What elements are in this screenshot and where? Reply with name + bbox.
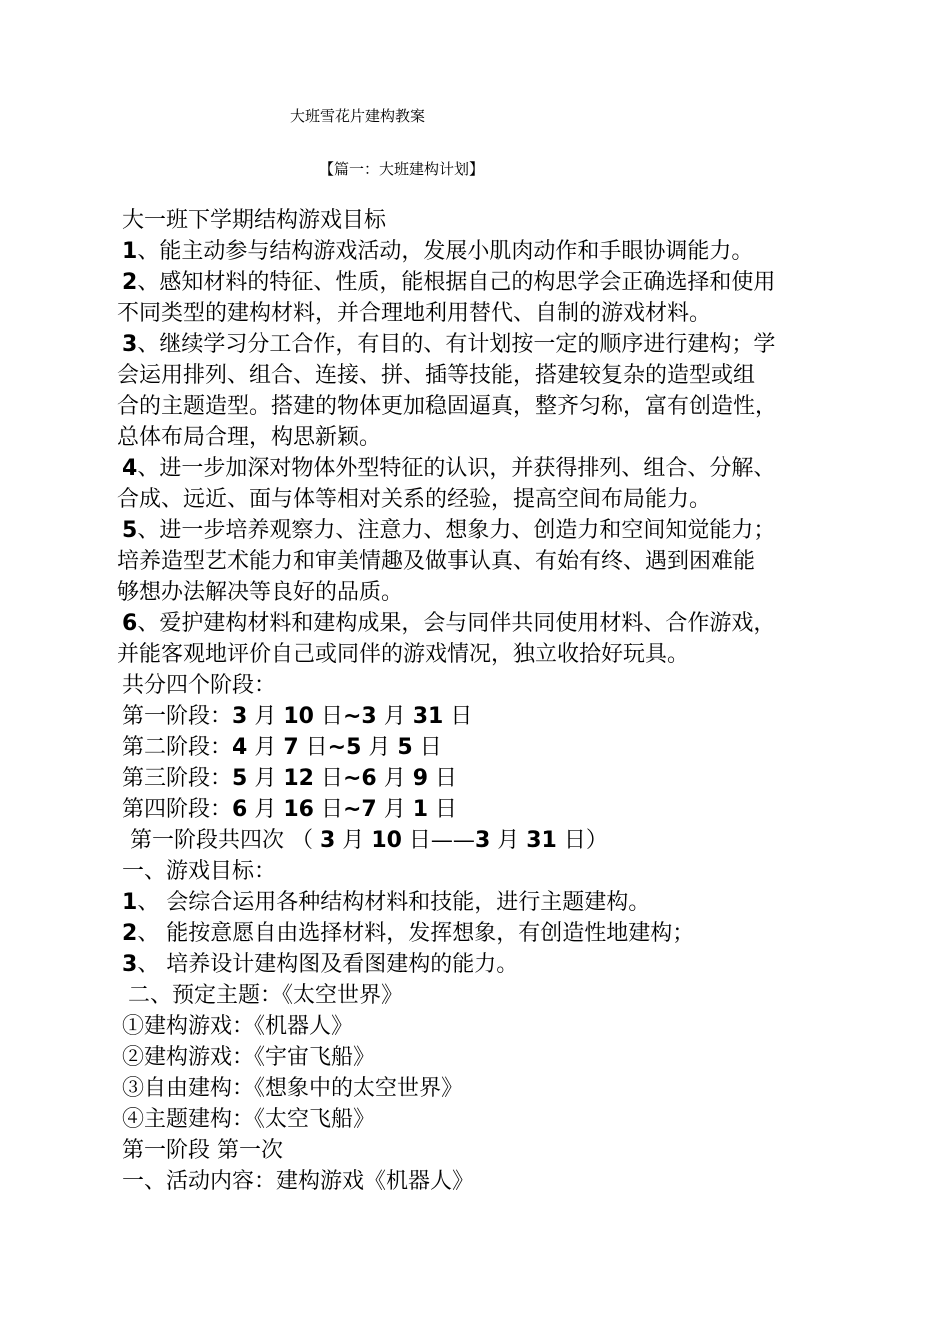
text-line: 会运用排列、组合、连接、拼、插等技能，搭建较复杂的造型或组	[117, 363, 756, 388]
text-line: 第四阶段：6 月 16 日~7 月 1 日	[122, 797, 458, 822]
text-line: 够想办法解决等良好的品质。	[117, 580, 404, 605]
document-title: 大班雪花片建构教案	[290, 107, 426, 125]
text-line: ④主题建构：《太空飞船》	[122, 1107, 376, 1132]
text-line: 4、进一步加深对物体外型特征的认识，并获得排列、组合、分解、	[122, 456, 776, 481]
text-line: 并能客观地评价自己或同伴的游戏情况，独立收拾好玩具。	[117, 642, 690, 667]
text-line: 二、预定主题：《太空世界》	[128, 983, 404, 1008]
document-subtitle: 【篇一：大班建构计划】	[319, 160, 485, 178]
text-line: ①建构游戏：《机器人》	[122, 1014, 354, 1039]
text-line: 合成、远近、面与体等相对关系的经验，提高空间布局能力。	[117, 487, 712, 512]
document-body	[114, 205, 832, 1197]
text-line: 第二阶段：4 月 7 日~5 月 5 日	[122, 735, 442, 760]
text-line: 总体布局合理，构思新颖。	[117, 425, 382, 450]
text-line: 2、感知材料的特征、性质，能根据自己的构思学会正确选择和使用	[122, 270, 776, 295]
text-line: 培养造型艺术能力和审美情趣及做事认真、有始有终、遇到困难能	[117, 549, 756, 574]
text-line: 3、继续学习分工合作，有目的、有计划按一定的顺序进行建构；学	[122, 332, 776, 357]
text-line: 1、能主动参与结构游戏活动，发展小肌肉动作和手眼协调能力。	[122, 239, 754, 264]
text-line: 第一阶段：3 月 10 日~3 月 31 日	[122, 704, 473, 729]
text-line: 共分四个阶段：	[122, 673, 277, 698]
text-line: 合的主题造型。搭建的物体更加稳固逼真，整齐匀称，富有创造性，	[117, 394, 778, 419]
text-line: 第三阶段：5 月 12 日~6 月 9 日	[122, 766, 458, 791]
text-line: 不同类型的建构材料，并合理地利用替代、自制的游戏材料。	[117, 301, 712, 326]
text-line: 一、活动内容：建构游戏《机器人》	[122, 1169, 475, 1194]
text-line: 6、爱护建构材料和建构成果，会与同伴共同使用材料、合作游戏，	[122, 611, 776, 636]
text-line: 1、 会综合运用各种结构材料和技能，进行主题建构。	[122, 890, 651, 915]
text-line: 大一班下学期结构游戏目标	[122, 208, 387, 233]
text-line: 第一阶段 第一次	[122, 1138, 283, 1163]
text-line: 3、 培养设计建构图及看图建构的能力。	[122, 952, 519, 977]
text-line: 5、进一步培养观察力、注意力、想象力、创造力和空间知觉能力；	[122, 518, 776, 543]
text-line: 一、游戏目标：	[122, 859, 277, 884]
text-line: 2、 能按意愿自由选择材料，发挥想象，有创造性地建构；	[122, 921, 695, 946]
text-line: ③自由建构：《想象中的太空世界》	[122, 1076, 464, 1101]
text-line: 第一阶段共四次 （ 3 月 10 日——3 月 31 日）	[130, 828, 608, 853]
text-line: ②建构游戏：《宇宙飞船》	[122, 1045, 376, 1070]
